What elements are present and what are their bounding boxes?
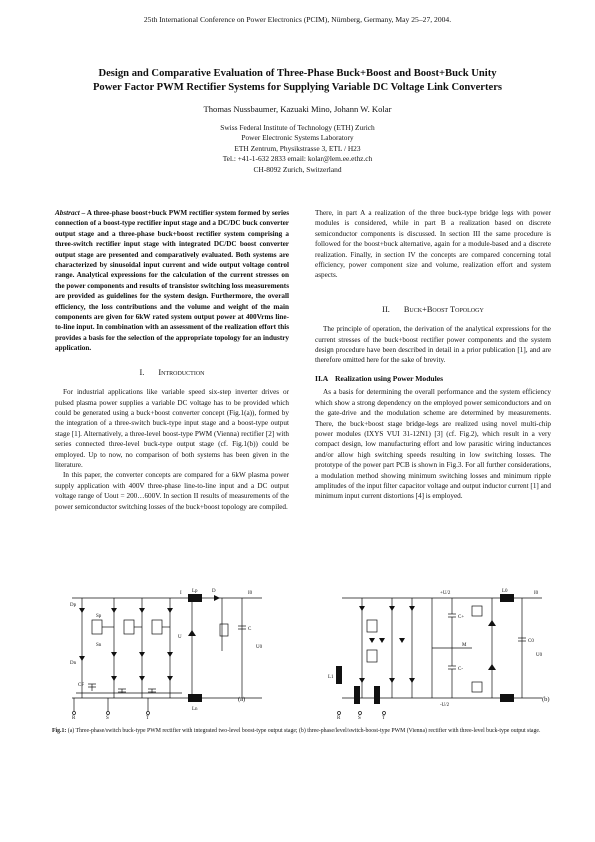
figure-1-schematics: [52, 586, 552, 722]
affiliation-line: Swiss Federal Institute of Technology (ETH) Zurich: [220, 123, 375, 132]
intro-paragraph-1: For industrial applications like variable speed six-step inverter drives or pulsed plasma power supplies a variable DC voltage has to be provided which could be generated using a buck+boost converter concept (Fig.1(a)), formed by the integration of a three-switch buck-type input stage and a boost-type output stage [1]. Alternatively, a three-level boost-type PWM (Vienna) rectifier [2] with series connected three-level buck-type output stage (cf. Fig.1(b)) could be employed. Up to now, no comparison of both systems has been given in the literature.: [55, 388, 289, 469]
figure-1-caption: [52, 727, 552, 735]
label-plus-u2: +U/2: [440, 591, 451, 596]
affiliation-line: ETH Zentrum, Physikstrasse 3, ETL / H23: [234, 143, 361, 153]
caption-lead: Fig.1:: [52, 728, 67, 734]
schematic-b: [328, 589, 550, 721]
label-U0-b: U0: [536, 653, 543, 658]
label-U0: U0: [256, 645, 263, 650]
right-column: [315, 208, 551, 502]
section-title: Introduction: [158, 367, 205, 377]
label-L1: L1: [328, 675, 334, 680]
label-R: R: [72, 716, 76, 721]
conference-header: 25th International Conference on Power Electronics (PCIM), Nürnberg, Germany, May 25–27, 2004.: [143, 15, 452, 24]
label-U: U: [178, 635, 182, 640]
affiliation-line: CH-8092 Zurich, Switzerland: [253, 164, 342, 174]
author-list: Thomas Nussbaumer, Kazuaki Mino, Johann W. Kolar: [203, 104, 392, 114]
label-I: I: [180, 591, 182, 596]
left-column: [55, 208, 289, 512]
label-C: C: [248, 627, 252, 632]
label-R-b: R: [337, 716, 341, 721]
label-L0: L0: [502, 589, 508, 594]
label-a: (a): [238, 696, 246, 703]
abstract-paragraph: [55, 208, 289, 354]
label-T: T: [146, 716, 150, 721]
label-C0: C0: [528, 639, 534, 644]
affiliation-block: [0, 123, 595, 175]
buck-boost-paragraph-2: As a basis for determining the overall performance and the system efficiency which show a strong dependency on the employed power semiconductors and on the gate-drive and the modulation scheme are determined by measurements. There, the buck+boost stage bridge-legs are realized using novel multi-chip power modules (IXYS VUI 31-12N1) [3] (cf. Fig.2), which result in a very compact design, low manufacturing effort and low parasitic wiring inductances and/or allow high switching speeds resulting in low switching losses. The prototype of the power part PCB is shown in Fig.3. For all further considerations, a modulation method showing minimum switching losses and minimum ripple amplitudes of the input filter capacitor voltage and output inductor current [1] and minimum input current distortions [4] is employed.: [315, 388, 551, 501]
title-line-2: Power Factor PWM Rectifier Systems for Supplying Variable DC Voltage Link Converters: [92, 82, 503, 93]
label-I0-b: I0: [534, 591, 539, 596]
abstract-lead: Abstract –: [55, 209, 86, 217]
schematic-a: [70, 589, 263, 721]
label-Lp: Lp: [192, 589, 198, 594]
label-Dp: Dp: [70, 603, 77, 608]
paper-title: [40, 67, 555, 95]
title-line-1: Design and Comparative Evaluation of Three-Phase Buck+Boost and Boost+Buck Unity: [98, 68, 497, 79]
label-C-plus: C+: [458, 615, 465, 620]
label-S-b: S: [358, 716, 361, 721]
intro-paragraph-2: In this paper, the converter concepts are compared for a 6kW plasma power supply application with 400V three-phase line-to-line input and a DC output voltage range of Uout = 200…600V. In section II results of measurements of the power semiconductor switching losses of the buck+boost topology are compiled.: [55, 471, 289, 511]
label-CF: CF: [78, 683, 85, 688]
label-minus-u2: -U/2: [440, 703, 450, 708]
label-S: S: [106, 716, 109, 721]
affiliation-line: Power Electronic Systems Laboratory: [241, 133, 354, 143]
section-heading-buck-boost: [315, 305, 551, 315]
section-heading-introduction: [55, 368, 289, 378]
section-number: I.: [139, 367, 145, 377]
label-Sn: Sn: [96, 643, 102, 648]
affiliation-line: Tel.: +41-1-632 2833 email: kolar@lem.ee.ethz.ch: [222, 154, 373, 164]
label-Dn: Dn: [70, 661, 77, 666]
subsection-title: Realization using Power Modules: [335, 373, 444, 383]
label-C-minus: C-: [458, 667, 463, 672]
subsection-number: II.A: [315, 373, 329, 383]
label-b: (b): [542, 696, 550, 703]
abstract-text: A three-phase boost+buck PWM rectifier system formed by series connection of a boost-type rectifier input stage and a DC/DC buck converter output stage and a three-phase buck+boost rectifier system comprising a three-switch rectifier input stage with integrated DC/DC boost converter output stage are presented and comparatively evaluated. Both systems are characterized by sinusoidal input current and wide output voltage control range. Analytical expressions for the calculation of the current stresses on the power components and results of transistor switching loss measurements are provided as guidelines for the system design. Furthermore, the overall efficiency, the loss contributions and the volume and weight of the main components are given for 6kW rated system output power at 400Vrms line-to-line input. In combination with an assessment of the realization effort this provides a basis for the selection of the appropriate topology for an industry application.: [55, 209, 289, 353]
intro-continuation-paragraph: There, in part A a realization of the three buck-type bridge legs with power modules is considered, while in part B a realization based on discrete semiconductor components is discussed. In section III the same procedure is followed for the boost+buck alternative, again for a module-based and a discrete realization. Finally, in section IV the concepts are compared concerning total efficiency, power component size and volume, realization effort and system aspects.: [315, 209, 551, 280]
buck-boost-paragraph-1: The principle of operation, the derivation of the analytical expressions for the current stresses of the buck+boost rectifier power components and the system design procedure have been described in detail in a prior publication [1], and are therefore omitted here for the sake of brevity.: [315, 325, 551, 365]
label-T-b: T: [382, 716, 386, 721]
label-D: D: [212, 589, 216, 594]
label-Sp: Sp: [96, 614, 102, 619]
subsection-heading-power-modules: [315, 374, 551, 384]
section-number: II.: [382, 304, 390, 314]
label-M: M: [462, 643, 467, 648]
section-title: Buck+Boost Topology: [403, 304, 484, 314]
caption-text: (a) Three-phase/switch buck-type PWM rectifier with integrated two-level boost-type output stage; (b) three-phase/level/switch-boost-type PWM (Vienna) rectifier with three-level buck-type output stage.: [67, 728, 541, 734]
label-Ln: Ln: [192, 707, 198, 712]
label-I0: I0: [248, 591, 253, 596]
